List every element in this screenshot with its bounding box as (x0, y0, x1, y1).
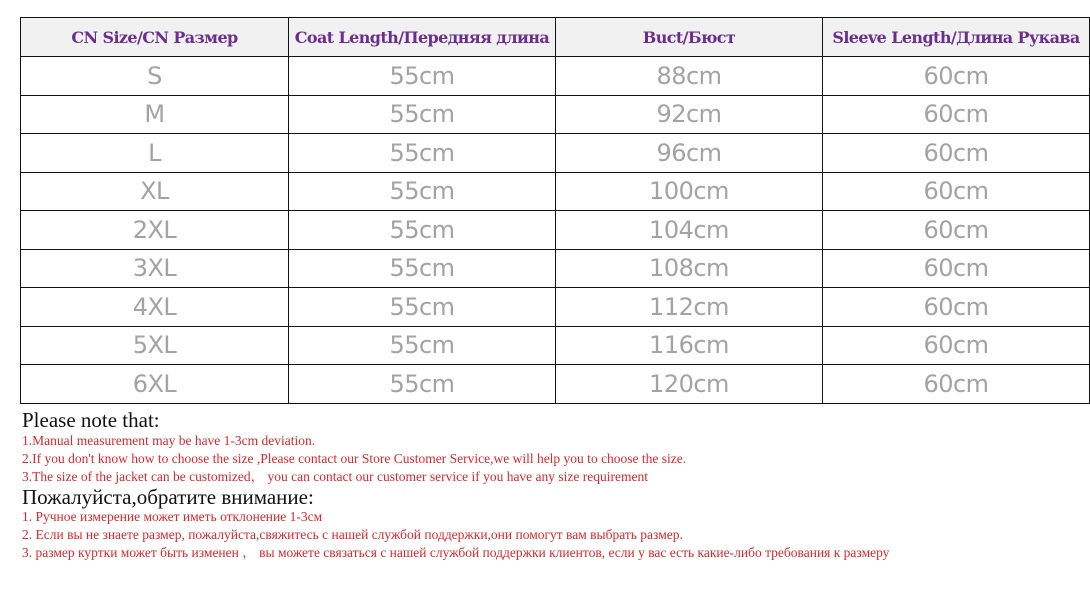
table-row (21, 365, 1090, 404)
header-sleeve-length: Sleeve Length/Длина Рукава (823, 18, 1090, 57)
table-row (21, 95, 1090, 134)
cell-bust: 92cm (556, 95, 823, 134)
cell-sleeve-length: 60cm (823, 365, 1090, 404)
cell-sleeve-length: 60cm (823, 211, 1090, 250)
table-row (21, 326, 1090, 365)
cell-size: 4XL (21, 288, 289, 327)
cell-coat-length: 55cm (289, 365, 556, 404)
cell-size: 2XL (21, 211, 289, 250)
cell-sleeve-length: 60cm (823, 172, 1090, 211)
cell-bust: 108cm (556, 249, 823, 288)
header-size: CN Size/CN Размер (21, 18, 289, 57)
table-row (21, 249, 1090, 288)
notes-title-en: Please note that: (22, 408, 160, 432)
header-bust: Buct/Бюст (556, 18, 823, 57)
cell-sleeve-length: 60cm (823, 57, 1090, 96)
table-row (21, 172, 1090, 211)
cell-size: 6XL (21, 365, 289, 404)
cell-bust: 120cm (556, 365, 823, 404)
note-en-2: 2.If you don't know how to choose the size ,Please contact our Store Customer Service,we will help you to choose the size. (22, 451, 687, 466)
table-row (21, 211, 1090, 250)
table-row (21, 288, 1090, 327)
cell-coat-length: 55cm (289, 288, 556, 327)
cell-size: XL (21, 172, 289, 211)
cell-coat-length: 55cm (289, 95, 556, 134)
cell-size: 5XL (21, 326, 289, 365)
cell-bust: 116cm (556, 326, 823, 365)
cell-sleeve-length: 60cm (823, 95, 1090, 134)
cell-bust: 88cm (556, 57, 823, 96)
note-ru-3: 3. размер куртки может быть изменен ， вы можете связаться с нашей службой поддержки клиентов, если у вас есть какие-либо требования к размеру (22, 545, 890, 560)
header-row (21, 18, 1090, 57)
cell-bust: 104cm (556, 211, 823, 250)
size-notes (22, 408, 889, 562)
cell-sleeve-length: 60cm (823, 288, 1090, 327)
cell-bust: 100cm (556, 172, 823, 211)
cell-coat-length: 55cm (289, 172, 556, 211)
notes-title-ru: Пожалуйста,обратите внимание: (22, 485, 314, 509)
cell-sleeve-length: 60cm (823, 134, 1090, 173)
cell-size: S (21, 57, 289, 96)
cell-coat-length: 55cm (289, 249, 556, 288)
cell-sleeve-length: 60cm (823, 249, 1090, 288)
cell-coat-length: 55cm (289, 326, 556, 365)
size-chart-table (20, 17, 1090, 404)
cell-sleeve-length: 60cm (823, 326, 1090, 365)
cell-coat-length: 55cm (289, 211, 556, 250)
cell-coat-length: 55cm (289, 57, 556, 96)
cell-size: 3XL (21, 249, 289, 288)
note-en-3: 3.The size of the jacket can be customized， you can contact our customer service if you have any size requirement (22, 469, 648, 484)
note-ru-1: 1. Ручное измерение может иметь отклонение 1-3см (22, 509, 323, 524)
cell-size: L (21, 134, 289, 173)
table-row (21, 134, 1090, 173)
table-row (21, 57, 1090, 96)
header-coat-length: Coat Length/Передняя длина (289, 18, 556, 57)
cell-size: M (21, 95, 289, 134)
cell-bust: 112cm (556, 288, 823, 327)
note-ru-2: 2. Если вы не знаете размер, пожалуйста,свяжитесь с нашей службой поддержки,они помогут вам выбрать размер. (22, 527, 683, 542)
note-en-1: 1.Manual measurement may be have 1-3cm deviation. (22, 433, 316, 448)
cell-coat-length: 55cm (289, 134, 556, 173)
cell-bust: 96cm (556, 134, 823, 173)
